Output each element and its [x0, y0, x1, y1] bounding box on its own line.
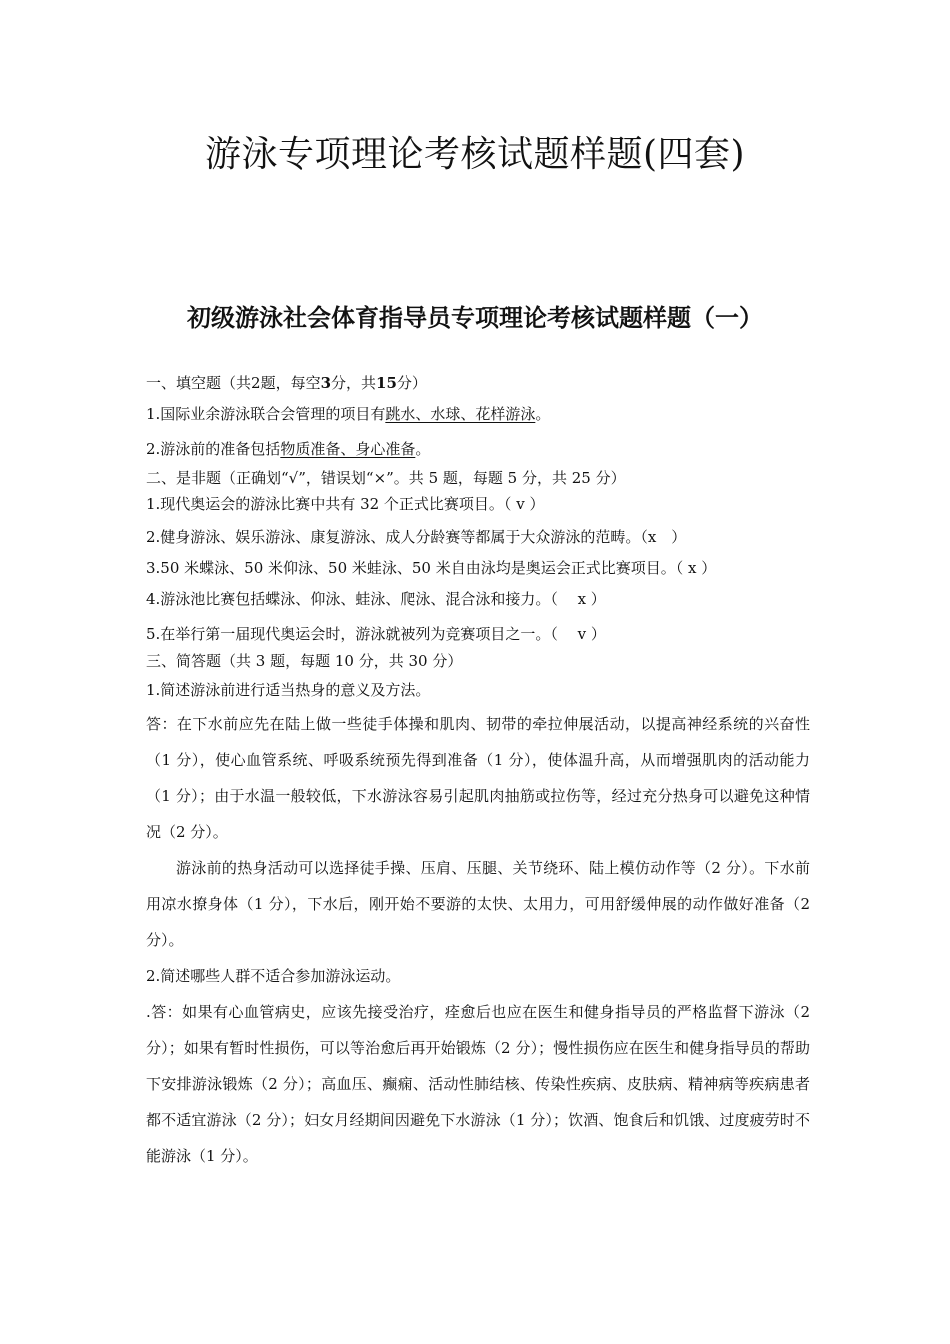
- fill-question-1-text: 1.国际业余游泳联合会管理的项目有: [146, 405, 386, 423]
- short-answer-2: .答：如果有心血管病史，应该先接受治疗，痊愈后也应在医生和健身指导员的严格监督下游泳（2 分）；如果有暂时性损伤，可以等治愈后再开始锻炼（2 分）；慢性损伤应在医生和健身指导员的帮助下安排游泳锻炼（2 分）；高血压、癫痫、活动性肺结核、传染性疾病、皮肤病、精神病等疾病患者都不适宜游泳（2 分）；妇女月经期间因避免下水游泳（1 分）；饮酒、饱食后和饥饿、过度疲劳时不能游泳（1 分）。: [146, 1003, 810, 1165]
- section1-heading-total: 15: [376, 374, 397, 392]
- section2-heading: 二、是非题（正确划“√”，错误划“×”。共 5 题，每题 5 分，共 25 分）: [146, 469, 626, 487]
- fill-question-2-answer: 物质准备、身心准备: [280, 440, 416, 458]
- truefalse-question-2: 2.健身游泳、娱乐游泳、康复游泳、成人分龄赛等都属于大众游泳的范畴。（x ）: [146, 528, 687, 546]
- section1-heading-part: 分）: [396, 374, 427, 392]
- section1-heading-part: 一、填空题（共: [146, 374, 252, 392]
- section1-heading-points: 3: [320, 374, 332, 392]
- short-question-1: 1.简述游泳前进行适当热身的意义及方法。: [146, 681, 431, 699]
- short-answer-1-paragraph-1: 答：在下水前应先在陆上做一些徒手体操和肌肉、韧带的牵拉伸展活动，以提高神经系统的兴奋性（1 分），使心血管系统、呼吸系统预先得到准备（1 分），使体温升高，从而增强肌肉的活动能力（1 分）；由于水温一般较低，下水游泳容易引起肌肉抽筋或拉伤等，经过充分热身可以避免这种情况（2 分）。: [146, 715, 810, 841]
- section1-heading-count: 2: [251, 374, 261, 392]
- truefalse-question-1: 1.现代奥运会的游泳比赛中共有 32 个正式比赛项目。（ v ）: [146, 495, 545, 513]
- truefalse-question-4: 4.游泳池比赛包括蝶泳、仰泳、蛙泳、爬泳、混合泳和接力。（ x ）: [146, 590, 606, 608]
- short-answer-1-paragraph-2: 游泳前的热身活动可以选择徒手操、压肩、压腿、关节绕环、陆上模仿动作等（2 分）。下水前用凉水撩身体（1 分），下水后，刚开始不要游的太快、太用力，可用舒缓伸展的动作做好准备（2 分）。: [146, 859, 810, 949]
- truefalse-question-3: 3.50 米蝶泳、50 米仰泳、50 米蛙泳、50 米自由泳均是奥运会正式比赛项目。（ x ）: [146, 559, 717, 577]
- section1-heading-part: 题，每空: [260, 374, 321, 392]
- fill-question-2-suffix: 。: [415, 440, 431, 458]
- fill-question-2: [146, 436, 810, 463]
- section1-heading: [146, 370, 810, 397]
- exam-subtitle: 初级游泳社会体育指导员专项理论考核试题样题（一）: [187, 304, 763, 332]
- fill-question-1: [146, 401, 810, 428]
- fill-question-1-answer: 跳水、水球、花样游泳: [385, 405, 536, 423]
- truefalse-question-5: 5.在举行第一届现代奥运会时，游泳就被列为竞赛项目之一。（ v ）: [146, 625, 606, 643]
- fill-question-1-suffix: 。: [535, 405, 551, 423]
- section3-heading: 三、简答题（共 3 题，每题 10 分，共 30 分）: [146, 652, 463, 670]
- document-title: 游泳专项理论考核试题样题(四套): [204, 134, 746, 175]
- exam-content: [146, 370, 810, 1174]
- fill-question-2-text: 2.游泳前的准备包括: [146, 440, 281, 458]
- section1-heading-part: 分，共: [331, 374, 377, 392]
- short-question-2: 2.简述哪些人群不适合参加游泳运动。: [146, 967, 401, 985]
